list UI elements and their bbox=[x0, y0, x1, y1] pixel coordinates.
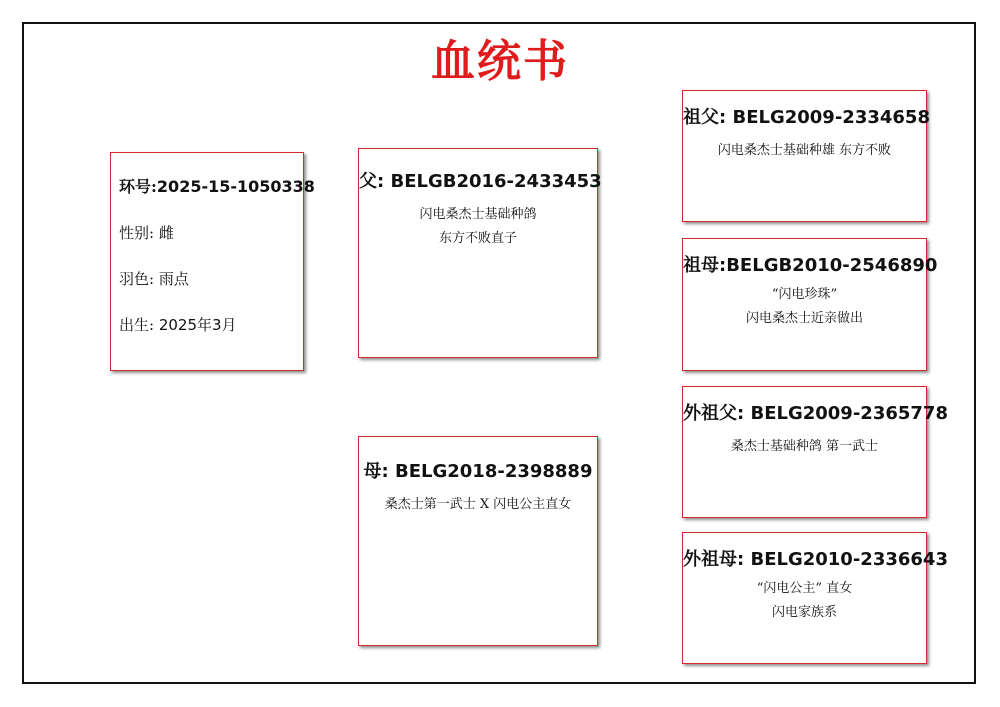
maternal-grandmother-line-2: 闪电家族系 bbox=[771, 605, 837, 620]
mother-line-1: 桑杰士第一武士 X 闪电公主直女 bbox=[384, 497, 572, 512]
father-ring: BELGB2016-2433453 bbox=[390, 171, 602, 192]
grandmother-label: 祖母: bbox=[683, 255, 727, 276]
mother-label: 母: bbox=[363, 461, 395, 482]
ring-number-label: 环号: bbox=[119, 177, 157, 196]
birth-value: 2025年3月 bbox=[158, 316, 237, 334]
father-card bbox=[358, 148, 602, 358]
father-line-2: 东方不败直子 bbox=[438, 231, 517, 246]
maternal-grandfather-card bbox=[682, 386, 948, 518]
birth-row bbox=[119, 315, 303, 335]
mother-ring: BELG2018-2398889 bbox=[394, 461, 593, 482]
grandfather-heading bbox=[683, 107, 930, 129]
sex-value: 雌 bbox=[158, 224, 174, 242]
feather-color-label: 羽色: bbox=[119, 270, 159, 288]
grandfather-card bbox=[682, 90, 930, 222]
mother-heading bbox=[359, 461, 597, 483]
ring-number-value: 2025-15-1050338 bbox=[156, 177, 315, 196]
maternal-grandfather-heading bbox=[683, 403, 948, 425]
grandfather-ring: BELG2009-2334658 bbox=[732, 107, 930, 128]
grandfather-label: 祖父: bbox=[683, 107, 733, 128]
grandmother-card bbox=[682, 238, 938, 371]
page-title: 血统书 bbox=[431, 36, 569, 87]
mother-card bbox=[358, 436, 598, 646]
father-line-1: 闪电桑杰士基础种鸽 bbox=[419, 207, 537, 222]
maternal-grandfather-ring: BELG2009-2365778 bbox=[750, 403, 948, 424]
birth-label: 出生: bbox=[119, 316, 159, 334]
father-heading bbox=[359, 171, 602, 193]
sex-label: 性别: bbox=[119, 224, 159, 242]
bird-info-card bbox=[110, 152, 315, 371]
sex-row bbox=[119, 223, 303, 243]
maternal-grandfather-label: 外祖父: bbox=[683, 403, 751, 424]
grandmother-line-2: 闪电桑杰士近亲做出 bbox=[745, 311, 863, 326]
maternal-grandmother-heading bbox=[683, 549, 948, 571]
grandmother-line-1: “闪电珍珠” bbox=[771, 287, 838, 302]
grandmother-ring: BELGB2010-2546890 bbox=[726, 255, 938, 276]
ring-number-row bbox=[119, 177, 315, 197]
maternal-grandmother-card bbox=[682, 532, 948, 664]
maternal-grandmother-ring: BELG2010-2336643 bbox=[750, 549, 948, 570]
maternal-grandmother-line-1: “闪电公主” 直女 bbox=[756, 581, 853, 596]
maternal-grandmother-label: 外祖母: bbox=[683, 549, 751, 570]
father-label: 父: bbox=[359, 171, 391, 192]
grandmother-heading bbox=[683, 255, 938, 277]
grandfather-line-1: 闪电桑杰士基础种雄 东方不败 bbox=[717, 143, 892, 158]
maternal-grandfather-line-1: 桑杰士基础种鸽 第一武士 bbox=[730, 439, 879, 454]
feather-color-row bbox=[119, 269, 303, 289]
feather-color-value: 雨点 bbox=[158, 270, 189, 288]
